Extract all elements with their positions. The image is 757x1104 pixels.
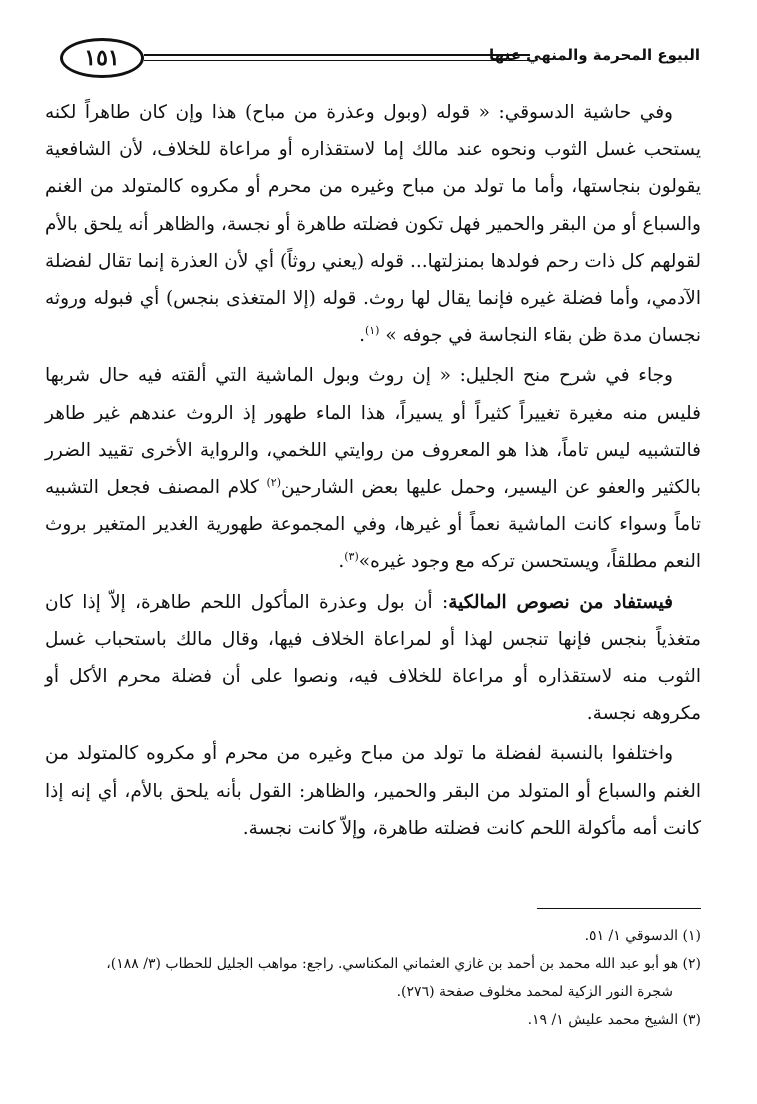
running-title: البيوع المحرمة والمنهي عنها [489, 46, 700, 64]
paragraph-conclusion: فيستفاد من نصوص المالكية: أن بول وعذرة المأكول اللحم طاهرة، إلاّ إذا كان متغذياً بنجس فإنها تنجس لهذا أو لمراعاة الخلاف فيها، وقال مالك باستحباب غسل الثوب منه لاستقذاره أو مراعاة للخلاف فيه، ونصوا على أن فضلة محرم الأكل أو مكروهه نجسة. [45, 591, 701, 725]
footnote-ref-2[interactable]: (٢) [266, 475, 282, 489]
footnote-2: (٢) هو أبو عبد الله محمد بن أحمد بن غازي العثماني المكناسي. راجع: مواهب الجليل للحطاب (٣/ ١٨٨)، [106, 956, 701, 972]
header-rule-thin [144, 60, 530, 61]
footnote-ref-3[interactable]: (٣) [344, 550, 359, 564]
footnotes [41, 922, 701, 1034]
page-header [60, 36, 700, 86]
paragraph-hybrid-animals: واختلفوا بالنسبة لفضلة ما تولد من مباح وغيره من محرم أو مكروه كالمتولد من الغنم والسباع أو المتولد من البقر والحمير، والظاهر: القول بأنه يلحق بالأم، أي إنه إذا كانت أمه مأكولة اللحم كانت فضلته طاهرة، وإلاّ كانت نجسة. [45, 743, 701, 839]
conclusion-lead: فيستفاد من نصوص المالكية [448, 591, 674, 613]
page-number: ١٥١ [60, 38, 144, 78]
paragraph-dasuqi: وفي حاشية الدسوقي: « قوله (وبول وعذرة من مباح) هذا وإن كان طاهراً لكنه يستحب غسل الثوب ونحوه عند مالك إما لاستقذاره أو مراعاة للخلاف، لأن الشافعية يقولون بنجاستها، وأما ما تولد من مباح وغيره من محرم أو مكروه كالمتولد من الغنم والسباع أو من البقر والحمير فهل تكون فضلته طاهرة أو نجسة، والظاهر أنه يلحق بالأم لقولهم كل ذات رحم فولدها بمنزلتها... قوله (يعني روثاً) أي لأن العذرة إنما تقال لفضلة الآدمي، وأما فضلة غيره فإنما يقال لها روث. قوله (إلا المتغذى بنجس) أي فبوله وروثه نجسان مدة ظن بقاء النجاسة في جوفه » $^{(١)}$. [45, 102, 701, 347]
footnote-1: (١) الدسوقي ١/ ٥١. [584, 928, 701, 944]
footnote-ref-1[interactable]: (١) [364, 324, 380, 338]
footnote-3: (٣) الشيخ محمد عليش ١/ ١٩. [527, 1012, 701, 1028]
header-rule [144, 54, 530, 56]
paragraph-minah-al-jalil: وجاء في شرح منح الجليل: « إن روث وبول الماشية التي ألقته فيه حال شربها فليس منه مغيرة تغييراً كثيراً أو يسيراً، هذا الماء طهور إذ الروث عندهم غير طاهر فالتشبيه ليس تاماً، هذا هو المعروف من روايتي اللخمي، والرواية الأخرى تقييد الضرر بالكثير والعفو عن اليسير، وحمل عليها بعض الشارحين$^{(٢)}$ كلام المصنف فجعل التشبيه تاماً وسواء كانت الماشية نعماً أو غيرها، وفي المجموعة طهورية الغدير المتغير بروث النعم مطلقاً، ويستحسن تركه مع وجود غيره»$^{(٣)}$. [45, 365, 701, 573]
main-text [45, 94, 701, 850]
footnote-2-continued: شجرة النور الزكية لمحمد مخلوف صفحة (٢٧٦). [396, 984, 673, 1000]
footnote-divider [537, 908, 701, 909]
